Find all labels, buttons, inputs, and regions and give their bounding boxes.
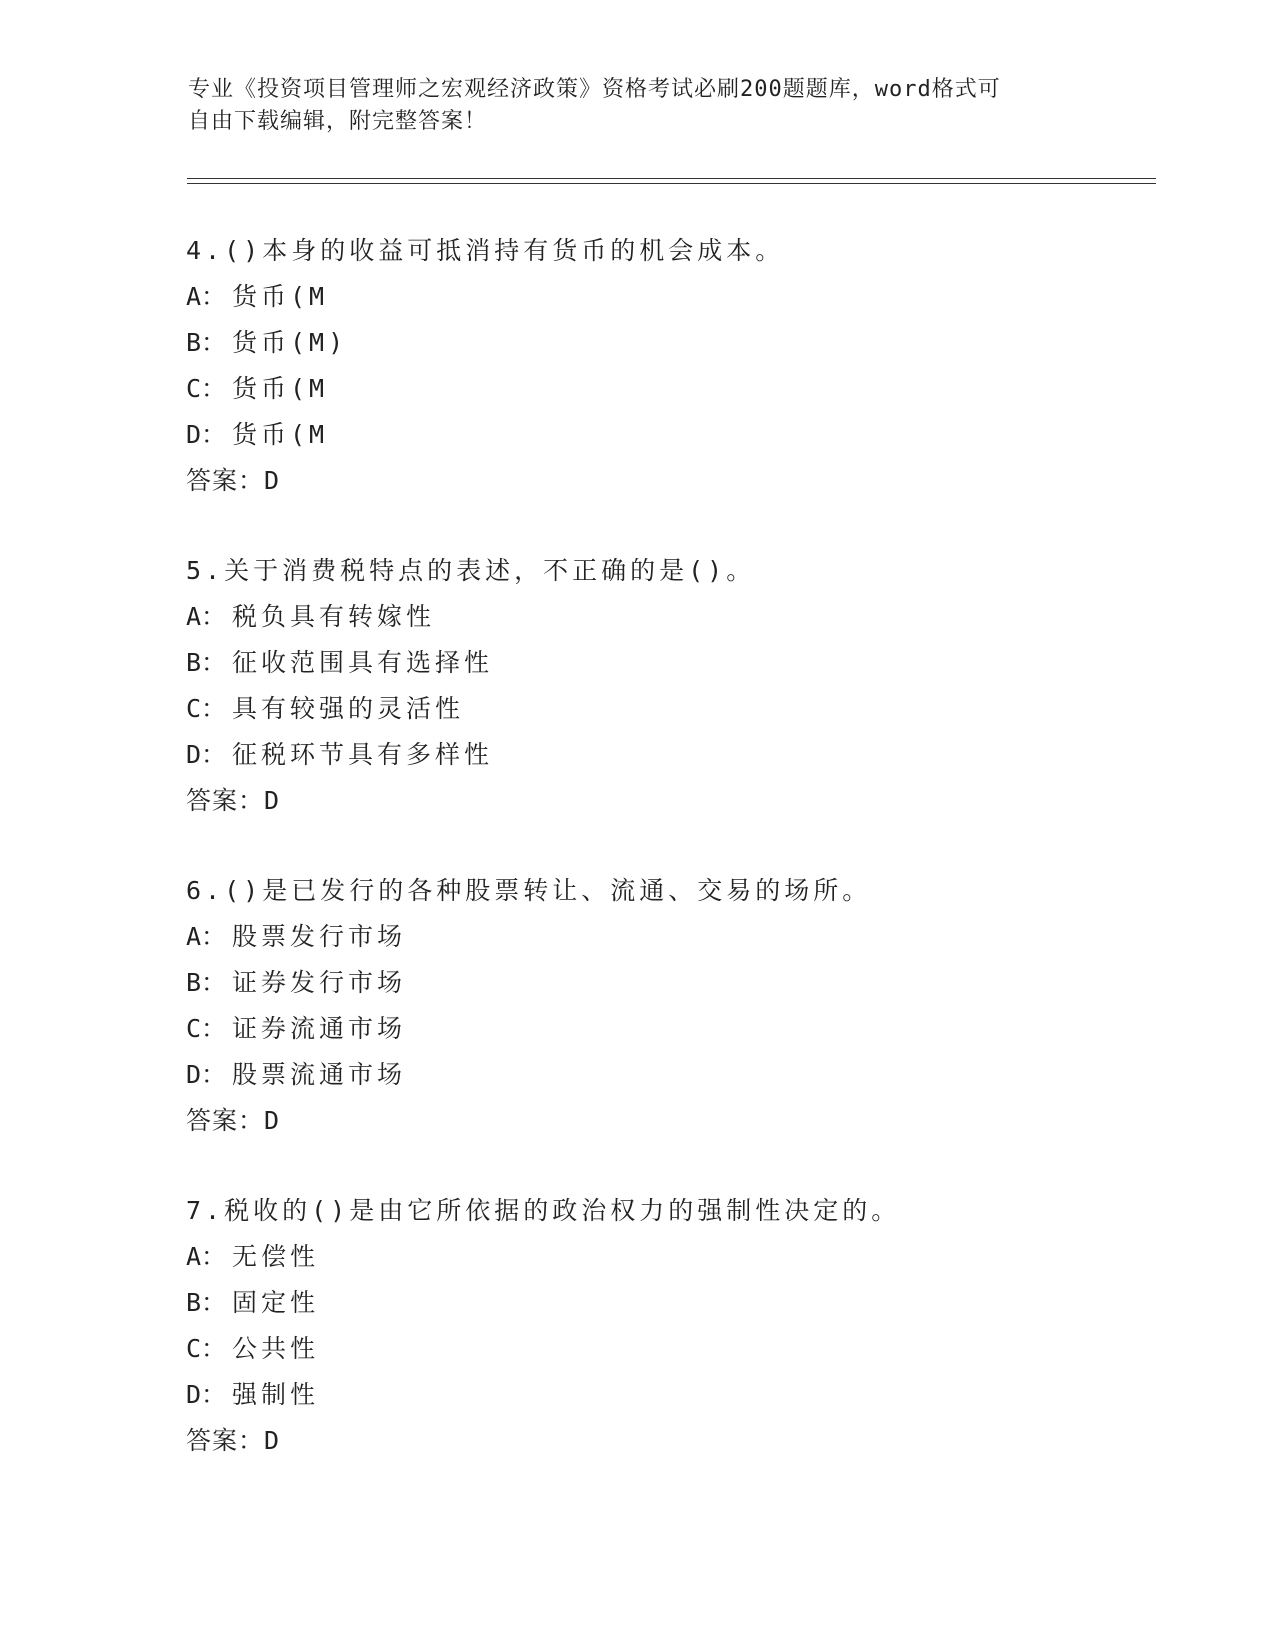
option-text: 股票流通市场	[232, 1060, 407, 1089]
option-a	[186, 274, 1166, 320]
option-text: 具有较强的灵活性	[232, 694, 465, 723]
option-letter: C：	[186, 1334, 227, 1363]
option-letter: A：	[186, 1242, 227, 1271]
answer-line: 答案：D	[186, 466, 281, 495]
option-letter: C：	[186, 374, 227, 403]
option-letter: C：	[186, 694, 227, 723]
option-letter: D：	[186, 1380, 227, 1409]
option-letter: D：	[186, 1060, 227, 1089]
option-text: 货币(M	[232, 374, 329, 403]
option-letter: B：	[186, 1288, 227, 1317]
option-d	[186, 1052, 1166, 1098]
question-7	[186, 1188, 1166, 1464]
option-a	[186, 914, 1166, 960]
option-b	[186, 320, 1166, 366]
question-4	[186, 228, 1166, 504]
option-c	[186, 1006, 1166, 1052]
question-5	[186, 548, 1166, 824]
header-line-1: 专业《投资项目管理师之宏观经济政策》资格考试必刷200题题库，word格式可	[188, 77, 1001, 102]
option-text: 公共性	[232, 1334, 320, 1363]
question-stem: 6.()是已发行的各种股票转让、流通、交易的场所。	[186, 876, 872, 905]
option-letter: D：	[186, 420, 227, 449]
option-letter: B：	[186, 968, 227, 997]
option-letter: C：	[186, 1014, 227, 1043]
header-divider-bottom	[187, 183, 1156, 184]
header-line-2: 自由下载编辑，附完整答案！	[188, 109, 488, 134]
option-a	[186, 594, 1166, 640]
question-6	[186, 868, 1166, 1144]
question-stem: 5.关于消费税特点的表述，不正确的是()。	[186, 556, 756, 585]
option-d	[186, 732, 1166, 778]
option-c	[186, 1326, 1166, 1372]
option-text: 证券发行市场	[232, 968, 407, 997]
option-letter: A：	[186, 602, 227, 631]
option-text: 强制性	[232, 1380, 320, 1409]
answer-line: 答案：D	[186, 786, 281, 815]
option-text: 货币(M	[232, 420, 329, 449]
option-d	[186, 412, 1166, 458]
option-b	[186, 1280, 1166, 1326]
option-letter: A：	[186, 922, 227, 951]
document-header	[188, 74, 1088, 138]
option-b	[186, 960, 1166, 1006]
option-c	[186, 366, 1166, 412]
option-letter: D：	[186, 740, 227, 769]
option-text: 股票发行市场	[232, 922, 407, 951]
option-letter: A：	[186, 282, 227, 311]
option-letter: B：	[186, 648, 227, 677]
option-text: 证券流通市场	[232, 1014, 407, 1043]
option-text: 税负具有转嫁性	[232, 602, 436, 631]
option-text: 货币(M)	[232, 328, 348, 357]
option-text: 征收范围具有选择性	[232, 648, 494, 677]
option-text: 无偿性	[232, 1242, 320, 1271]
option-text: 货币(M	[232, 282, 329, 311]
answer-line: 答案：D	[186, 1426, 281, 1455]
option-letter: B：	[186, 328, 227, 357]
option-a	[186, 1234, 1166, 1280]
question-stem: 4.()本身的收益可抵消持有货币的机会成本。	[186, 236, 785, 265]
option-c	[186, 686, 1166, 732]
option-b	[186, 640, 1166, 686]
option-text: 固定性	[232, 1288, 320, 1317]
answer-line: 答案：D	[186, 1106, 281, 1135]
option-text: 征税环节具有多样性	[232, 740, 494, 769]
option-d	[186, 1372, 1166, 1418]
header-divider-top	[187, 178, 1156, 179]
question-stem: 7.税收的()是由它所依据的政治权力的强制性决定的。	[186, 1196, 901, 1225]
